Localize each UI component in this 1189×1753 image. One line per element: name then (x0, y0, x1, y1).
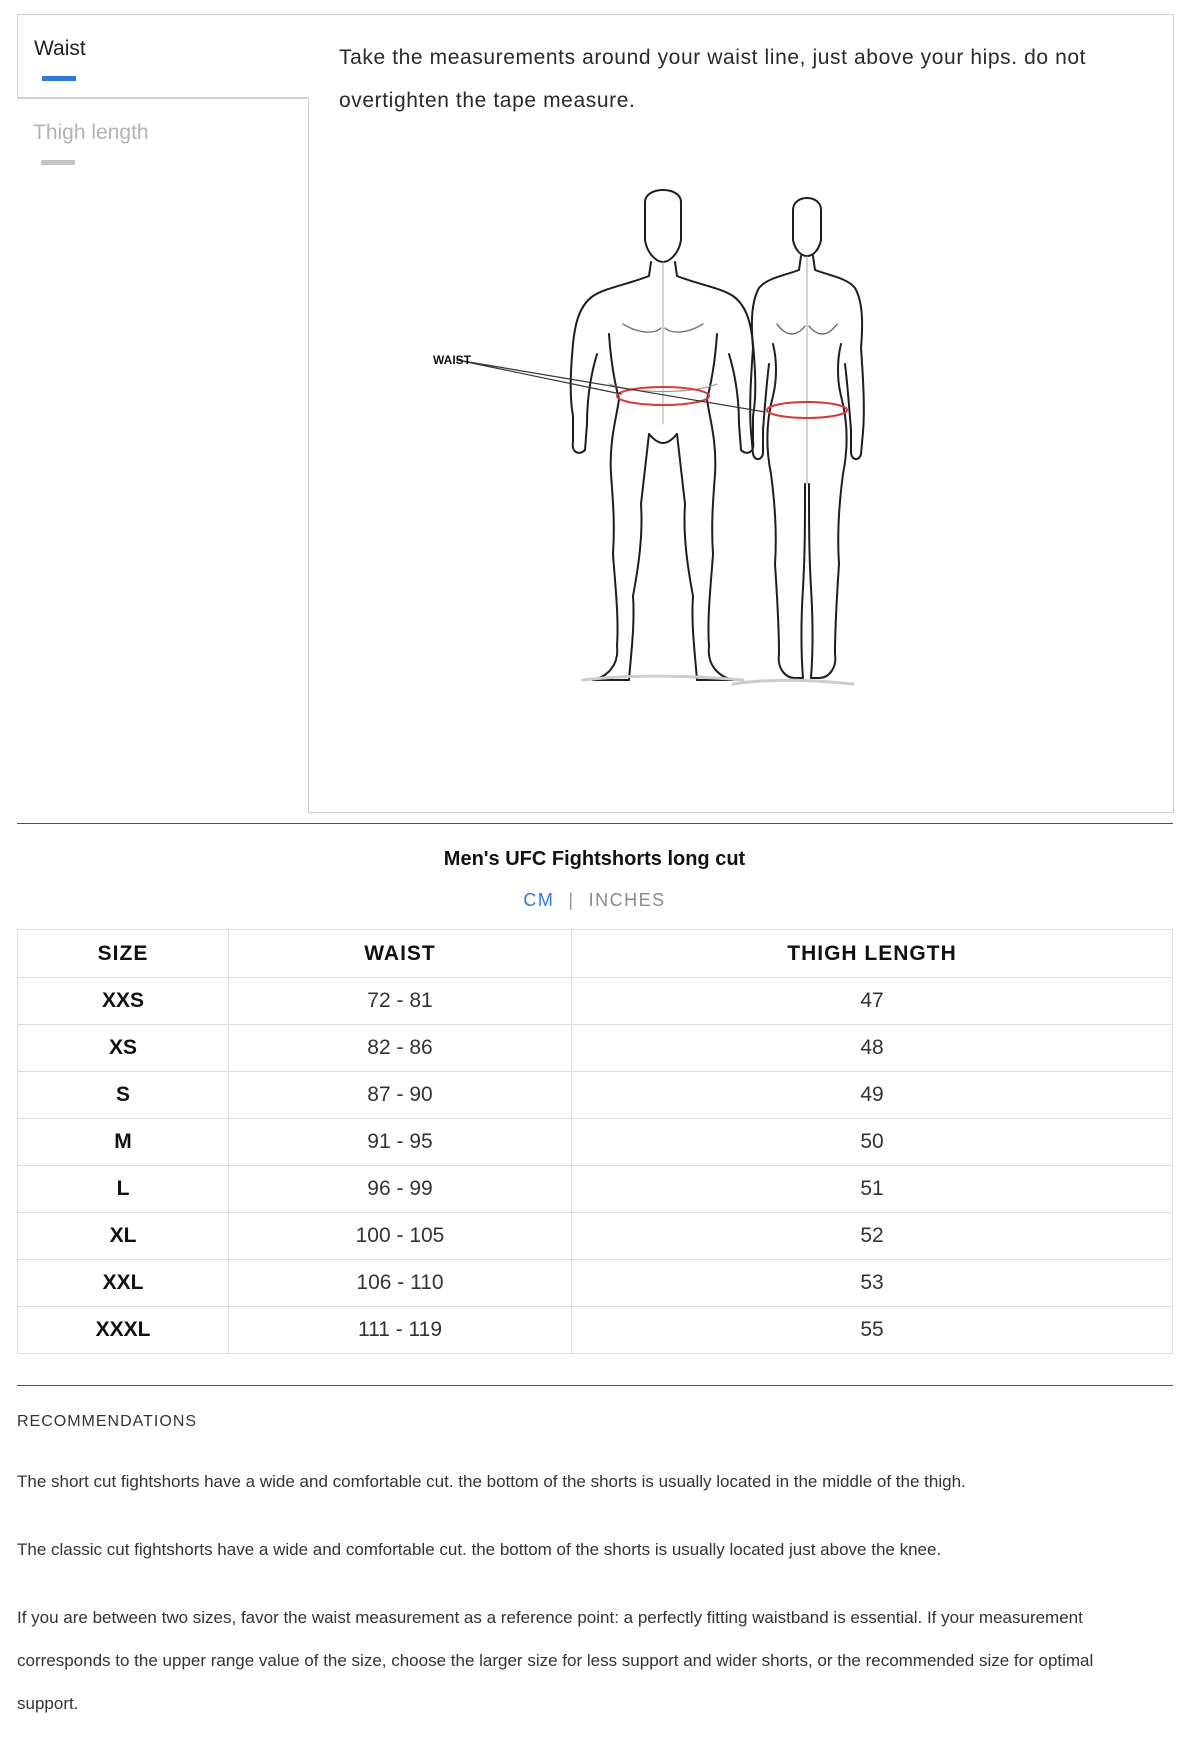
waist-figure-label: WAIST (433, 353, 471, 367)
section-divider (17, 1385, 1173, 1386)
header-size: SIZE (18, 930, 229, 978)
size-table (17, 929, 1173, 1354)
unit-separator: | (568, 890, 575, 910)
section-divider (17, 823, 1173, 824)
table-row (18, 1025, 1173, 1072)
cell-size: XXS (18, 978, 229, 1025)
cell-waist: 91 - 95 (229, 1119, 572, 1166)
header-waist: WAIST (229, 930, 572, 978)
cell-waist: 82 - 86 (229, 1025, 572, 1072)
unit-toggle (0, 890, 1189, 911)
recommendation-paragraph: The classic cut fightshorts have a wide and comfortable cut. the bottom of the shorts is usually located just above the knee. (17, 1540, 942, 1559)
table-row (18, 1166, 1173, 1213)
cell-thigh-length: 55 (572, 1307, 1173, 1354)
cell-thigh-length: 48 (572, 1025, 1173, 1072)
tab-thigh-length-indicator (41, 160, 75, 165)
cell-size: XS (18, 1025, 229, 1072)
header-thigh-length: THIGH LENGTH (572, 930, 1173, 978)
table-title: Men's UFC Fightshorts long cut (443, 848, 746, 870)
unit-cm-button[interactable]: CM (523, 890, 555, 910)
cell-size: XL (18, 1213, 229, 1260)
table-row (18, 1260, 1173, 1307)
table-header-row (18, 930, 1173, 978)
cell-waist: 87 - 90 (229, 1072, 572, 1119)
cell-waist: 111 - 119 (229, 1307, 572, 1354)
cell-size: M (18, 1119, 229, 1166)
table-row (18, 978, 1173, 1025)
tab-waist-label: Waist (34, 37, 86, 60)
tab-thigh-length-label: Thigh length (33, 121, 149, 144)
cell-waist: 96 - 99 (229, 1166, 572, 1213)
cell-thigh-length: 52 (572, 1213, 1173, 1260)
tab-thigh-length[interactable] (17, 98, 307, 182)
cell-thigh-length: 53 (572, 1260, 1173, 1307)
table-row (18, 1307, 1173, 1354)
recommendation-paragraph: If you are between two sizes, favor the waist measurement as a reference point: a perfectly fitting waistband is essential. If your measurement corresponds to the upper range value of the size, choose the larger size for less support and wider shorts, or the recommended size for optimal support. (17, 1608, 1094, 1713)
cell-waist: 72 - 81 (229, 978, 572, 1025)
tab-waist-indicator (42, 76, 76, 81)
tab-waist[interactable] (17, 14, 309, 98)
cell-size: XXL (18, 1260, 229, 1307)
cell-thigh-length: 47 (572, 978, 1173, 1025)
body-measurement-illustration (433, 184, 953, 774)
unit-inches-button[interactable]: INCHES (588, 890, 666, 910)
table-row (18, 1072, 1173, 1119)
cell-thigh-length: 50 (572, 1119, 1173, 1166)
measurement-instruction: Take the measurements around your waist line, just above your hips. do not overtighten the tape measure. (339, 46, 1087, 112)
cell-waist: 100 - 105 (229, 1213, 572, 1260)
female-figure (750, 198, 864, 678)
cell-size: L (18, 1166, 229, 1213)
cell-size: S (18, 1072, 229, 1119)
recommendation-paragraph: The short cut fightshorts have a wide and comfortable cut. the bottom of the shorts is usually located in the middle of the thigh. (17, 1472, 966, 1491)
table-row (18, 1119, 1173, 1166)
recommendations-heading: RECOMMENDATIONS (17, 1413, 198, 1430)
male-figure (571, 190, 756, 680)
measurement-guide (17, 14, 1173, 812)
cell-waist: 106 - 110 (229, 1260, 572, 1307)
cell-thigh-length: 49 (572, 1072, 1173, 1119)
cell-thigh-length: 51 (572, 1166, 1173, 1213)
table-row (18, 1213, 1173, 1260)
cell-size: XXXL (18, 1307, 229, 1354)
